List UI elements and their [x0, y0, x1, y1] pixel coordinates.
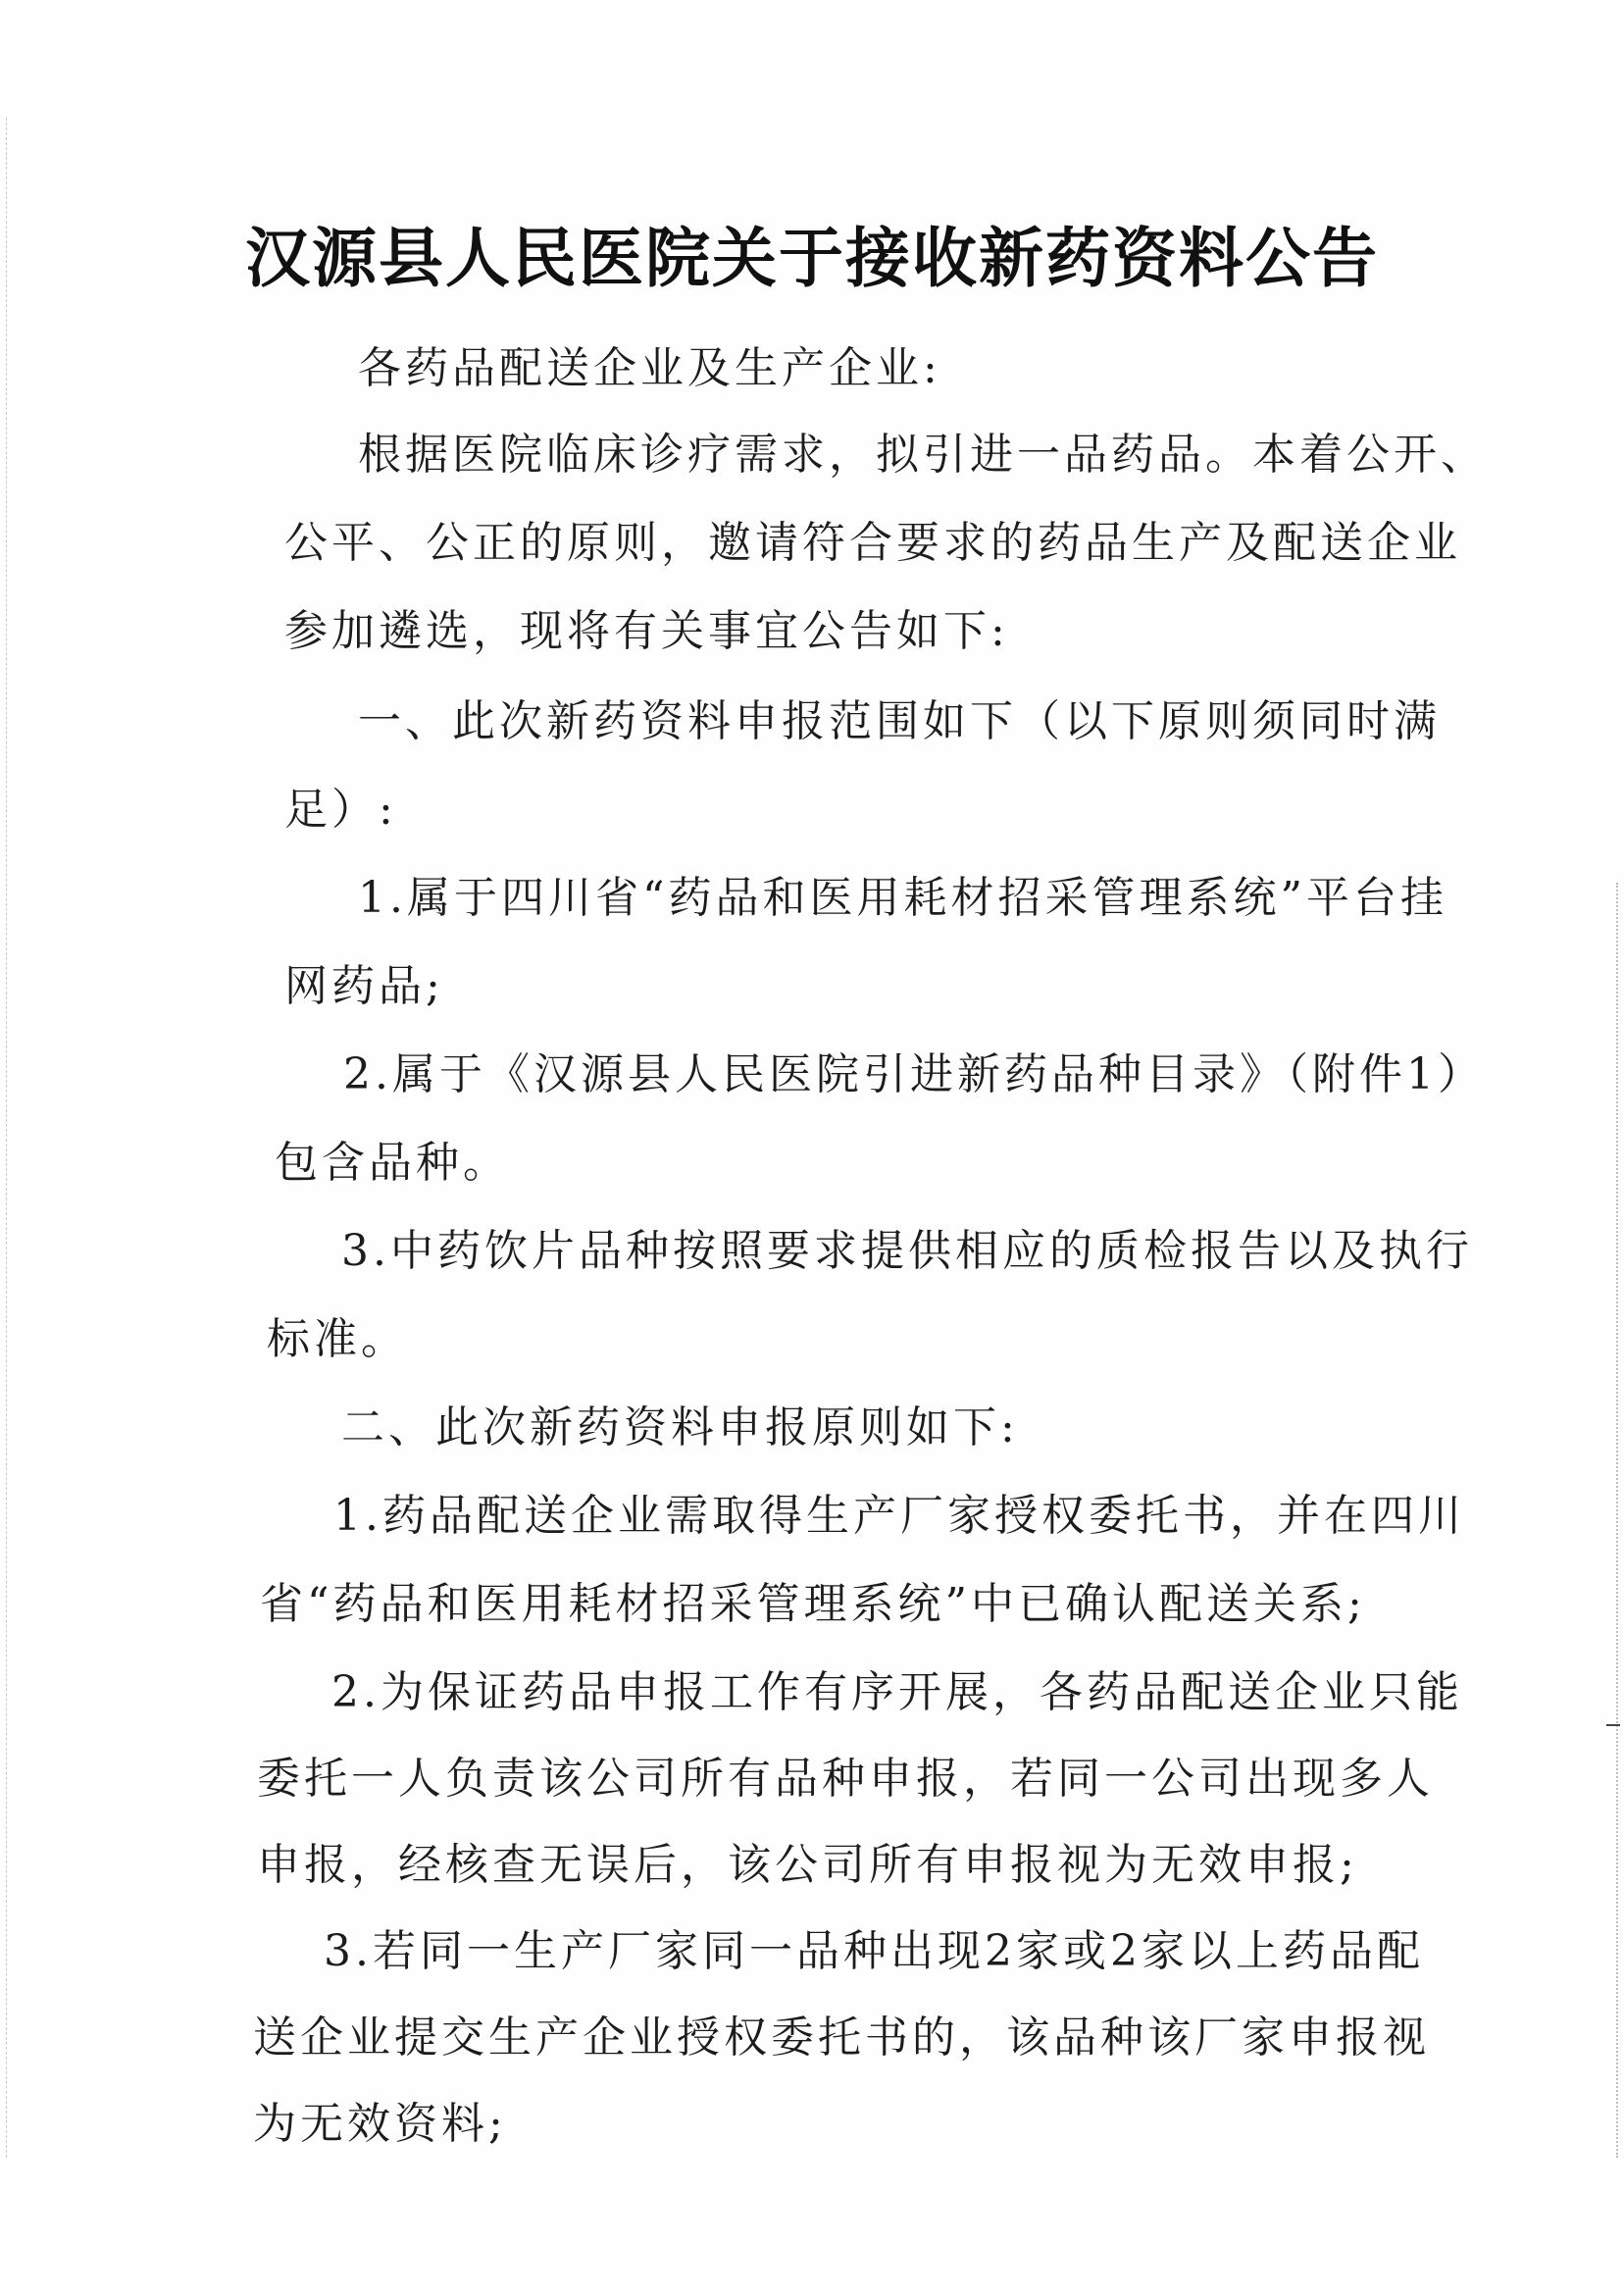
section1-item1: 1.属于四川省“药品和医用耗材招采管理系统”平台挂 [358, 873, 1447, 923]
section2-item2: 申报，经核查无误后，该公司所有申报视为无效申报; [257, 1840, 1358, 1890]
intro-line: 公平、公正的原则，邀请符合要求的药品生产及配送企业 [284, 518, 1461, 568]
section1-heading: 足）: [284, 785, 397, 835]
section2-item3: 送企业提交生产企业授权委托书的，该品种该厂家申报视 [253, 2013, 1430, 2063]
section2-item1: 省“药品和医用耗材招采管理系统”中已确认配送关系; [260, 1579, 1366, 1629]
section1-item2: 2.属于《汉源县人民医院引进新药品种目录》（附件1） [343, 1049, 1485, 1099]
section2-item3: 3.若同一生产厂家同一品种出现2家或2家以上药品配 [324, 1926, 1424, 1976]
section2-item1: 1.药品配送企业需取得生产厂家授权委托书，并在四川 [333, 1491, 1465, 1541]
intro-line: 参加遴选，现将有关事宜公告如下: [284, 606, 1009, 656]
salutation: 各药品配送企业及生产企业: [358, 343, 941, 393]
section2-heading: 二、此次新药资料申报原则如下: [341, 1402, 1019, 1452]
section1-item3: 标准。 [267, 1314, 408, 1364]
section2-item2: 2.为保证药品申报工作有序开展，各药品配送企业只能 [331, 1667, 1463, 1717]
section1-item3: 3.中药饮片品种按照要求提供相应的质检报告以及执行 [341, 1226, 1473, 1276]
section1-heading: 一、此次新药资料申报范围如下（以下原则须同时满 [358, 696, 1441, 746]
section2-item3: 为无效资料; [253, 2099, 507, 2149]
section1-item1: 网药品; [284, 961, 444, 1011]
intro-line: 根据医院临床诊疗需求，拟引进一品药品。本着公开、 [358, 430, 1488, 480]
section2-item2: 委托一人负责该公司所有品种申报，若同一公司出现多人 [257, 1754, 1434, 1804]
document-title: 汉源县人民医院关于接收新药资料公告 [245, 221, 1379, 296]
section1-item2: 包含品种。 [275, 1138, 510, 1188]
